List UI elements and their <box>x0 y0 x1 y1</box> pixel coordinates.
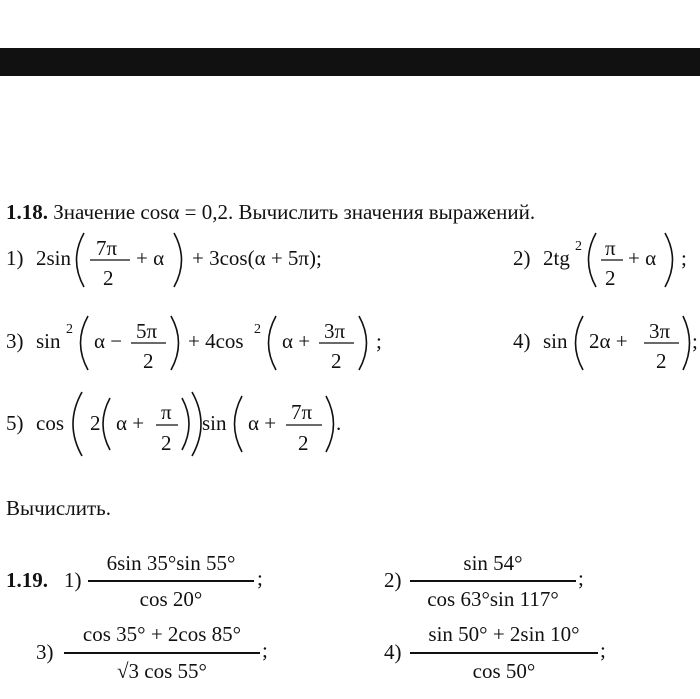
svg-text:π: π <box>605 236 616 260</box>
fraction-bar <box>88 580 254 582</box>
right-paren <box>174 233 182 287</box>
fraction-bar <box>410 652 598 654</box>
svg-text:sin: sin <box>36 329 61 353</box>
svg-text:2: 2 <box>161 431 172 455</box>
svg-text:2: 2 <box>331 349 342 373</box>
svg-text:;: ; <box>692 329 698 353</box>
svg-text:4): 4) <box>513 329 531 353</box>
svg-text:2: 2 <box>143 349 154 373</box>
item-119-3-numerator: cos 35° + 2cos 85° <box>82 622 242 646</box>
svg-text:;: ; <box>376 329 382 353</box>
svg-text:2α +: 2α + <box>589 329 628 353</box>
problem-118-statement <box>6 200 535 225</box>
item-119-2-end: ; <box>578 566 584 590</box>
svg-text:α +: α + <box>116 411 145 435</box>
svg-text:α +: α + <box>248 411 277 435</box>
svg-text:2: 2 <box>656 349 667 373</box>
item-119-4-numerator: sin 50° + 2sin 10° <box>428 622 580 646</box>
item-119-4-label: 4) <box>384 640 402 664</box>
problem-118-number: 1.18. <box>6 200 48 224</box>
item-119-3-denominator: √3 cos 55° <box>117 659 207 683</box>
item-119-1-denominator: cos 20° <box>139 587 203 611</box>
svg-text:3π: 3π <box>649 319 671 343</box>
svg-text:+ α: + α <box>136 246 165 270</box>
section-heading: Вычислить. <box>6 496 111 520</box>
item-119-1-label: 1) <box>64 568 82 592</box>
svg-text:2): 2) <box>513 246 531 270</box>
svg-text:3π: 3π <box>324 319 346 343</box>
item-119-4-denominator: cos 50° <box>472 659 536 683</box>
svg-text:+ 3cos(α + 5π);: + 3cos(α + 5π); <box>192 246 322 270</box>
item-118-4 <box>513 308 700 378</box>
item-119-4-end: ; <box>600 638 606 662</box>
svg-text:cos: cos <box>36 411 64 435</box>
svg-text:sin: sin <box>543 329 568 353</box>
svg-text:2: 2 <box>103 266 114 290</box>
left-paren <box>77 233 85 287</box>
fraction-bar <box>64 652 260 654</box>
item-118-5 <box>6 388 366 460</box>
item-119-2-label: 2) <box>384 568 402 592</box>
black-header-bar <box>0 48 700 76</box>
svg-text:2: 2 <box>298 431 309 455</box>
item-119-1-numerator: 6sin 35°sin 55° <box>106 551 236 575</box>
svg-text:+ α: + α <box>628 246 657 270</box>
svg-text:2: 2 <box>90 411 101 435</box>
svg-text:2: 2 <box>254 322 261 337</box>
svg-text:+ 4cos: + 4cos <box>188 329 244 353</box>
svg-text:;: ; <box>681 246 687 270</box>
item-label: 1) <box>6 246 24 270</box>
svg-text:α −: α − <box>94 329 123 353</box>
fraction-bar <box>410 580 576 582</box>
item-118-3 <box>6 308 406 378</box>
problem-119-number: 1.19. <box>6 568 48 592</box>
item-119-1-end: ; <box>257 566 263 590</box>
svg-text:7π: 7π <box>291 400 313 424</box>
svg-text:sin: sin <box>202 411 227 435</box>
svg-text:α +: α + <box>282 329 311 353</box>
item-119-3-label: 3) <box>36 640 54 664</box>
top-margin <box>0 0 700 48</box>
svg-text:3): 3) <box>6 329 24 353</box>
svg-text:.: . <box>336 411 342 435</box>
item-118-1 <box>6 225 366 295</box>
item-118-2 <box>513 225 698 295</box>
item-119-2-denominator: cos 63°sin 117° <box>427 587 559 611</box>
svg-text:2: 2 <box>575 239 582 254</box>
item-119-3-end: ; <box>262 638 268 662</box>
svg-text:2tg: 2tg <box>543 246 570 270</box>
item-119-2-numerator: sin 54° <box>463 551 523 575</box>
svg-text:2: 2 <box>605 266 616 290</box>
svg-text:2sin: 2sin <box>36 246 72 270</box>
svg-text:5): 5) <box>6 411 24 435</box>
svg-text:π: π <box>161 400 172 424</box>
svg-text:7π: 7π <box>96 236 118 260</box>
svg-text:5π: 5π <box>136 319 158 343</box>
problem-118-text: Значение cosα = 0,2. Вычислить значения выражений. <box>53 200 536 224</box>
svg-text:2: 2 <box>66 322 73 337</box>
